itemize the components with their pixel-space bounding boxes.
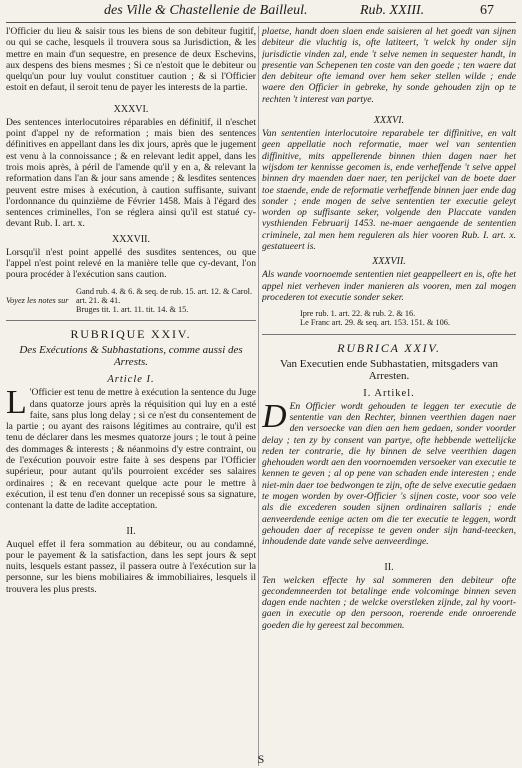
right-article-1-body: En Officier wordt gehouden te leggen ter executie de sententie van den Rechter, binnen veerthien dagen naer den versoecke van dien aen hem gedaen, sonder voorder delay ; ten zy by consent van partye, ofte hebbende wettelijcke reden ter contrarie, die hy binnen de selve veerthien dagen ghehouden wordt aen den voornoemden versoeker van executie te kennen te geven ; al op pene van schaden ende interesten ; ende niet-min daer toe bedwongen te zijn, ofte de selve executie gedaen te mogen worden by over-Officier 's sijnen coste, voor soo vele als die excederen souden sijnen ordinairen sallaris ; ende aenveerdende eenige acten om die ter executie te leggen, wordt gehouden daer af recepisse te geven onder sijn hand-teecken, inhoudende date vande selve aenveerdinge. (262, 400, 516, 548)
right-article-36-number: XXXVI. (373, 115, 405, 127)
page-number: 67 (480, 3, 494, 18)
header-rule (6, 22, 516, 23)
right-article-36-text: Van sententien interlocutoire reparabele ter diffinitive, en valt geen appellatie noch reformatie, maer wel van sententien diffinitive, mits appellerende binnen thien dagen naer het wijsdom ter kennisse gecomen is, ende verheffende 't selve appel binnen dry maenden daer naer, ten perijckel van de boete daer toe staende, ende de reformatie verheffende binnen jaer ende dag sonder ; ende mogen de selve sententien ter executie geleyt worden op suffisante seker, volgende den Placcate vanden vysthienden Februarij 1453. ne-maer aengaende de sententien criminele, zal men hem reguleren als hier vooren Rub. I. art. x. gestatueert is. (262, 128, 516, 253)
left-article-1-label: Article I. (107, 374, 155, 386)
right-ref-2: Le Franc art. 29. & seq. art. 153. 151. & 106. (300, 318, 451, 328)
right-section-rule (262, 334, 516, 335)
left-article-1-text (6, 384, 256, 512)
column-divider (258, 26, 259, 766)
see-references (76, 287, 256, 315)
right-rubric-heading: RUBRICA XXIV. (337, 340, 441, 355)
right-article-37-number: XXXVII. (372, 256, 406, 268)
right-article-2-number: II. (384, 561, 394, 573)
flemish-column (262, 26, 516, 766)
left-article-37-text: Lorsqu'il n'est point appellé des susdites sentences, ou que l'appel n'est point relevé en la manière telle que cy-devant, l'on poura procéder à l'exécution sans caution. (6, 246, 256, 281)
right-references (300, 309, 516, 327)
see-label: Voyez les notes sur (6, 295, 69, 305)
right-dropcap: D (262, 397, 287, 435)
rubric-label: Rub. XXIII. (360, 3, 425, 18)
left-dropcap: L (6, 384, 27, 422)
right-article-1-text (262, 397, 516, 548)
left-section-rule (6, 320, 256, 321)
see-ref-2: Bruges tit. 1. art. 11. tit. 14. & 15. (76, 305, 189, 315)
see-ref-1: Gand rub. 4. & 6. & seq. de rub. 15. art. 12. & Carol. art. 21. & 41. (76, 286, 253, 305)
right-article-2-text: Ten welcken effecte hy sal sommeren den debiteur ofte gecondemneerden tot betalinge ende volcominge binnen seven dagen ende nachten ; de welcke overstleken zijnde, zal hy voort-gaen in executie op den persoon, roerende ende onroerende goeden die hy gereest zal becommen. (262, 574, 516, 631)
left-article-36-number: XXXVI. (113, 103, 149, 115)
left-article-37-number: XXXVII. (111, 233, 151, 245)
right-article-1-label: I. Artikel. (363, 387, 415, 399)
left-article-36-text: Des sentences interlocutoires réparables en définitif, il n'eschet point d'appel ny de reformation ; mais bien des sentences définitives en appellant dans les dix jours, après que le jugement est venu à la connoissance ; & en relevant ledit appel, dans les trois mois après, à péril de l'amende qu'il y en a, & relevant la reformation dans l'an & jour sans amende ; & lesdites sentences peuvent estre mises à exécution, à caution suffisante, suivant l'ordonnance du quinzième de Février 1458. Mais à l'égard des sentences criminelles, l'on se réglera ainsi qu'il est statué cy-devant Rub. I. art. x. (6, 116, 256, 230)
right-article-37-text: Als wande voornoemde sententien niet geappelleert en is, ofte het appel niet verheven inder manieren als vooren, men zal mogen procederen tot executie sonder seker. (262, 269, 516, 303)
running-title: des Ville & Chastellenie de Bailleul. (104, 3, 308, 18)
page-header (0, 2, 522, 20)
left-article-2-text: Auquel effet il fera sommation au débiteur, ou au condamné, pour le payement & la satisfaction, dans les sept jours & sept nuits, lesquels estant passez, il passera outre à l'exécution sur la personne, sur les biens mobiliaires & immobiliaires, lesquels il trouvera les plus prests. (6, 538, 256, 595)
french-column (6, 26, 256, 766)
left-article-2-number: II. (126, 525, 136, 537)
left-article-1-body: 'Officier est tenu de mettre à exécution la sentence du Juge dans quatorze jours après la réquisition qui luy en a esté faite, sans plus long delay ; si ce n'est du consentement de la partie ; ou ayant des raisons légitimes au contraire, qu'il est tenu de déclarer dans les mesmes quatorze jours ; le tout à peine des dommages & interests ; & néanmoins d'y estre contraint, ou de l'exécution pouvoir estre faite à ses despens par l'Officier supérieur, pour autant qu'ils pourroient excéder ses salaires ordinaires ; & en recevant quelque acte pour le mettre à exécution, il est tenu d'en donner un recepissé sous sa signature, contenant la datte de ladite acceptation. (6, 387, 256, 512)
right-ref-1: Ipre rub. 1. art. 22. & rub. 2. & 16. (300, 309, 416, 319)
right-rubric-subtitle: Van Executien ende Subhastatien, mitsgaders van Arresten. (279, 357, 499, 382)
left-see-also (6, 287, 256, 315)
left-rubric-heading: RUBRIQUE XXIV. (70, 327, 192, 342)
left-rubric-subtitle: Des Exécutions & Subhastations, comme aussi des Arrests. (19, 344, 243, 369)
signature-mark: S (257, 752, 265, 766)
left-paragraph-top: l'Officier du lieu & saisir tous les biens de son debiteur fugitif, ou qui se cache, lesquels il trouvera sous sa Jurisdiction, & les mettre en main d'un sequestre, en presence de deux Eschevins, aux despens des biens mesmes ; Si ce n'estoit que le debiteur ou quelqu'un pour luy voulut constituer caution ; & si l'Officier estoit en defaut, il seroit tenu de payer les interests de la partie. (6, 26, 256, 94)
right-paragraph-top: plaetse, handt doen slaen ende saisieren al het goedt van sijnen debiteur die vluchtig is, ofte latiteert, 't welck hy onder sijn jurisdictie vinden zal, ende 't selve nemen in sequester handt, in presentie van Schepenen ten coste van den goede ; ten waere dat den debiteur ofte iemand over hem seker stellen wilde ; ende waere den Officier in gebreke, hy sonde gehouden zijn op te rechten 't interest van partye. (262, 26, 516, 105)
